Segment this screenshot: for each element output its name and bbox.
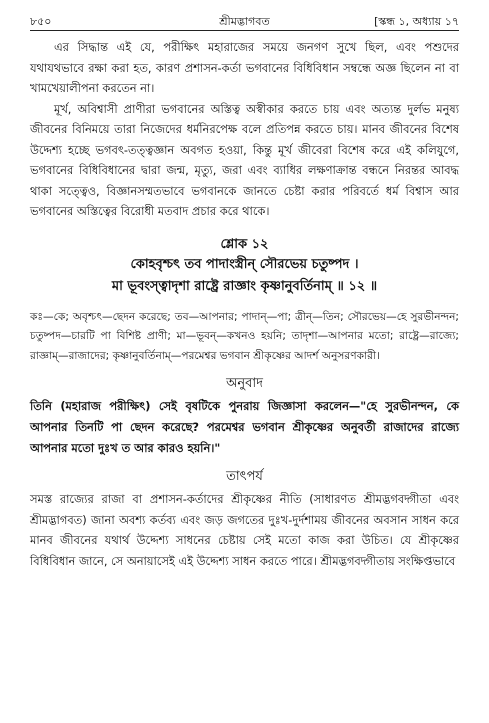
purport-heading: তাৎপর্য	[226, 469, 263, 484]
page-number: ৮৫০	[30, 15, 52, 28]
page-header	[30, 10, 459, 31]
verse-line: কোহবৃশ্চৎ তব পাদাংস্ত্রীন্ সৌরভেয় চতুষ্পদ ।	[130, 256, 359, 272]
chapter-reference: [স্কন্ধ ১, অধ্যায় ১৭	[374, 15, 459, 28]
body-paragraph: মূর্খ, অবিশ্বাসী প্রাণীরা ভগবানের অস্তিত্ব অস্বীকার করতে চায় এবং অত্যন্ত দুর্লভ মনুষ্য জীবনের বিনিময়ে তারা নিজেদের ধর্মনিরপেক্ষ বলে প্রতিপন্ন করতে চায়। মানব জীবনের বিশেষ উদ্দেশ্য হচ্ছে ভগবৎ-তত্ত্বজ্ঞান অবগত হওয়া, কিন্তু মূর্খ জীবেরা বিশেষ করে এই কলিযুগে, ভগবানের বিধিবিধানের দ্বারা জন্ম, মৃত্যু, জরা এবং ব্যাধির লক্ষণাক্রান্ত বন্ধনে নিরন্তর আবদ্ধ থাকা সত্ত্বেও, বিজ্ঞানসম্মতভাবে ভগবানকে জানতে চেষ্টা করার পরিবর্তে ধর্ম বিশ্বাস আর ভগবানের অস্তিত্বের বিরোধী মতবাদ প্রচার করে থাকে।	[30, 101, 459, 218]
body-paragraph: এর সিদ্ধান্ত এই যে, পরীক্ষিৎ মহারাজের সময়ে জনগণ সুখে ছিল, এবং পশুদের যথাযথভাবে রক্ষা করা হত, কারণ প্রশাসন-কর্তা ভগবানের বিধিবিধান সম্বন্ধে অজ্ঞ ছিলেন না বা খামখেয়ালীপনা করতেন না।	[30, 40, 459, 95]
translation-text: তিনি (মহারাজ পরীক্ষিৎ) সেই বৃষটিকে পুনরায় জিজ্ঞাসা করলেন—"হে সুরভীনন্দন, কে আপনার তিনটি পা ছেদন করেছে? পরমেশ্বর ভগবান শ্রীকৃষ্ণের অনুবর্তী রাজাদের রাজ্যে আপনার মতো দুঃখ ত আর কারও হয়নি।"	[30, 399, 459, 455]
book-title: শ্রীমদ্ভাগবত	[219, 15, 270, 28]
verse-title: শ্লোক ১২	[220, 236, 269, 252]
word-for-word-synonyms: কঃ—কে; অবৃশ্চৎ—ছেদন করেছে; তব—আপনার; পাদান্—পা; ত্রীন্—তিন; সৌরভেয়—হে সুরভীনন্দন; চতুষ্পদ—চারটি পা বিশিষ্ট প্রাণী; মা—ভূবন্—কখনও হয়নি; তাদৃশা—আপনার মতো; রাষ্ট্রে—রাজ্যে; রাজ্ঞাম্—রাজাদের; কৃষ্ণানুবর্তিনাম্—পরমেশ্বর ভগবান শ্রীকৃষ্ণের আদর্শ অনুসরণকারী।	[30, 310, 459, 362]
translation-heading: অনুবাদ	[226, 376, 263, 391]
purport-text: সমস্ত রাজ্যের রাজা বা প্রশাসন-কর্তাদের শ্রীকৃষ্ণের নীতি (সাধারণত শ্রীমদ্ভগবদ্গীতা এবং শ্রীমদ্ভাগবত) জানা অবশ্য কর্তব্য এবং জড় জগতের দুঃখ-দুর্দশাময় জীবনের অবসান সাধন করে মানব জীবনের যথার্থ উদ্দেশ্য সাধনের চেষ্টায় সেই মতো কাজ করা উচিত। যে শ্রীকৃষ্ণের বিধিবিধান জানে, সে অনায়াসেই এই উদ্দেশ্য সাধন করতে পারে। শ্রীমদ্ভগবদ্গীতায় সংক্ষিপ্তভাবে	[30, 492, 459, 568]
verse-line: মা ভূবংস্ত্বাদৃশা রাষ্ট্রে রাজ্ঞাং কৃষ্ণানুবর্তিনাম্ ॥ ১২ ॥	[111, 278, 378, 294]
